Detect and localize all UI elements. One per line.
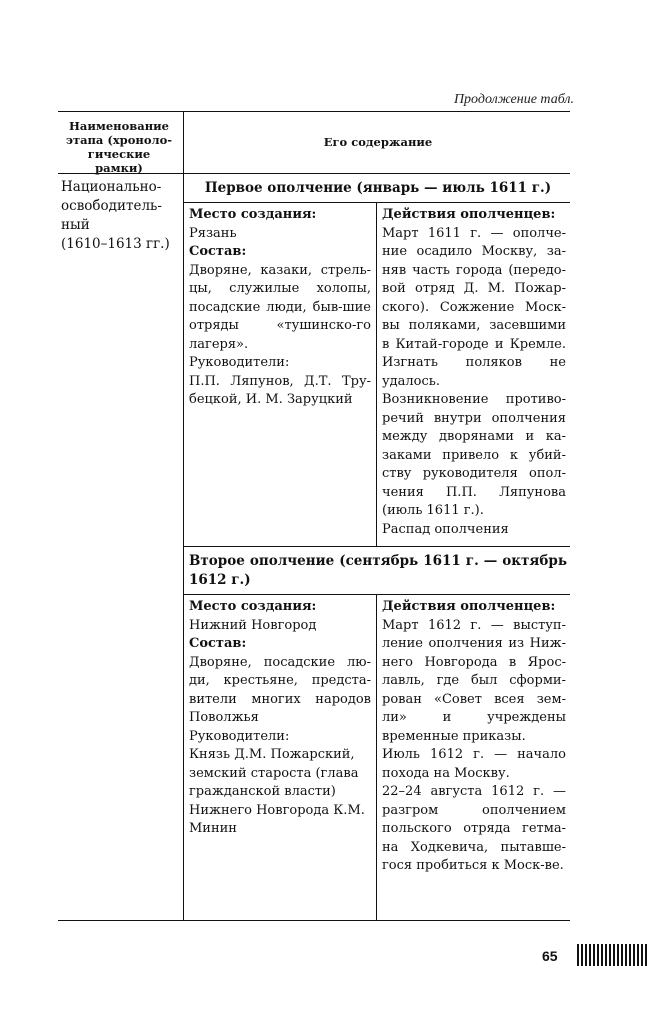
- militia2-composition-label: Состав:: [189, 636, 247, 651]
- militia1-subcolumn-divider: [376, 202, 377, 546]
- table-continuation-caption: Продолжение табл.: [453, 92, 574, 107]
- page-edge-marker: [577, 944, 649, 966]
- column-divider: [183, 111, 184, 920]
- militia1-actions-paragraph: Распад ополчения: [382, 521, 509, 537]
- militia2-actions-label: Действия ополченцев:: [382, 599, 556, 614]
- militia1-place: Рязань: [189, 225, 237, 241]
- stage-name: Национально-освободитель-ный: [61, 179, 162, 233]
- militia1-leaders-label: Руководители:: [189, 355, 290, 370]
- militia1-leaders: П.П. Ляпунов, Д.Т. Тру-бецкой, И. М. Заруцкий: [189, 373, 371, 407]
- militia2-info: [189, 598, 371, 839]
- militia1-composition: Дворяне, казаки, стрель-цы, служилые холопы, посадские люди, быв-шие отряды «тушинско-го лагеря».: [189, 262, 371, 352]
- page-number: 65: [542, 948, 558, 964]
- header-content: Его содержание: [323, 135, 433, 149]
- militia2-leaders: Князь Д.М. Пожарский, земский староста (глава гражданской власти) Нижнего Новгорода К.М. Минин: [189, 747, 365, 836]
- militia2-actions-paragraph: 22–24 августа 1612 г. — разгром ополчением польского отряда гетма-на Ходкевича, пытавше-гося пробиться к Моск-ве.: [382, 784, 566, 873]
- militia1-actions-paragraph: Март 1611 г. — ополче-ние осадило Москву, за-няв часть города (передо-вой отряд Д. М. Пожар-ского). Сожжение Моск-вы поляками, засевшими в Китай-городе и Кремле. Изгнать поляков не удалось.: [382, 225, 566, 389]
- militia1-place-label: Место создания:: [189, 207, 317, 222]
- militia2-actions-paragraph: Июль 1612 г. — начало похода на Москву.: [382, 747, 566, 781]
- militia1-bottom-rule: [183, 546, 570, 547]
- militia2-title: Второе ополчение (сентябрь 1611 г. — октябрь 1612 г.): [189, 553, 567, 588]
- militia1-info: [189, 206, 371, 410]
- militia1-composition-label: Состав:: [189, 244, 247, 259]
- militia2-leaders-label: Руководители:: [189, 728, 290, 744]
- stage-years: (1610–1613 гг.): [61, 236, 170, 252]
- table-bottom-rule: [58, 920, 570, 921]
- militia1-actions-label: Действия ополченцев:: [382, 207, 556, 222]
- header-stage-name: Наименование этапа (хроноло-гические рамки): [65, 119, 173, 175]
- militia2-actions-paragraph: Март 1612 г. — выступ-ление ополчения из Ниж-него Новгорода в Ярос-лавль, где был сформи-рован «Совет всея зем-ли» и учреждены временные приказы.: [382, 617, 566, 744]
- militia1-actions: [382, 206, 566, 539]
- militia2-place: Нижний Новгород: [189, 617, 317, 633]
- militia2-subcolumn-divider: [376, 594, 377, 920]
- militia2-place-label: Место создания:: [189, 599, 317, 614]
- militia2-composition: Дворяне, посадские лю-ди, крестьяне, предста-вители многих народов Поволжья: [189, 654, 371, 725]
- militia1-actions-paragraph: Возникновение противо-речий внутри ополчения между дворянами и ка-заками привело к убий-ству руководителя опол-чения П.П. Ляпунова (июль 1611 г.).: [382, 392, 566, 518]
- militia2-actions: [382, 598, 566, 876]
- militia1-title: Первое ополчение (январь — июль 1611 г.): [204, 180, 552, 196]
- table-top-rule: [58, 111, 570, 112]
- stage-cell: [61, 178, 179, 254]
